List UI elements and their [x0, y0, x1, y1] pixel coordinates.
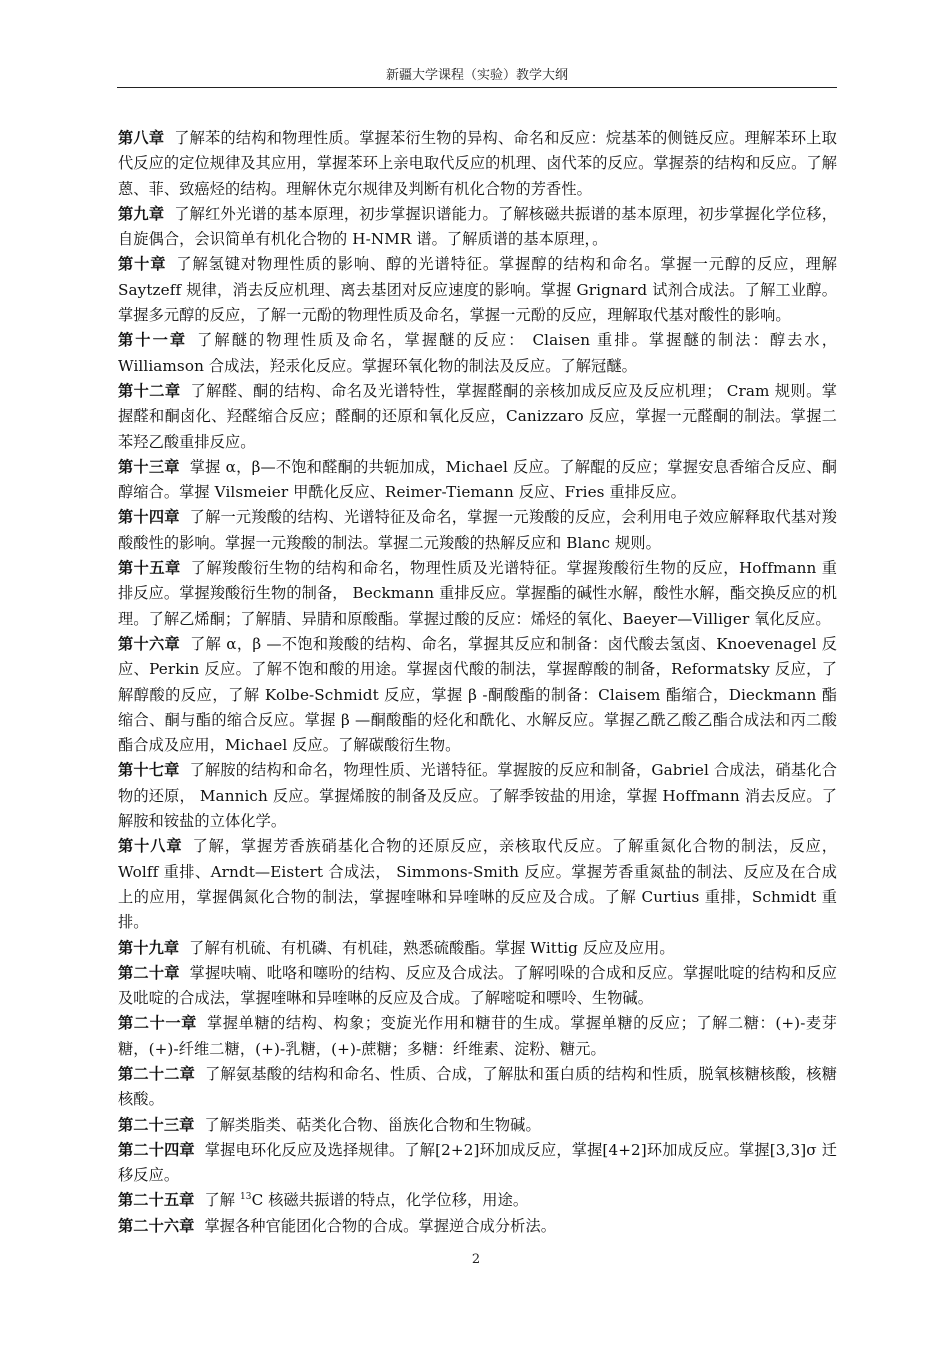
chapter-26-paragraph	[118, 1214, 837, 1239]
chapter-heading: 第二十二章	[118, 1064, 196, 1083]
chapter-text: 了解一元羧酸的结构、光谱特征及命名，掌握一元羧酸的反应，会利用电子效应解释取代基对羧酸酸性的影响。掌握一元羧酸的制法。掌握二元羧酸的热解反应和 Blanc 规则。	[118, 508, 837, 552]
chapter-22-paragraph	[118, 1062, 837, 1113]
chapter-text: 了解红外光谱的基本原理，初步掌握识谱能力。了解核磁共振谱的基本原理，初步掌握化学位移，自旋偶合，会识简单有机化合物的 H-NMR 谱。了解质谱的基本原理，。	[118, 204, 837, 249]
chapter-heading: 第十二章	[118, 381, 181, 400]
chapter-text: 掌握呋喃、吡咯和噻吩的结构、反应及合成法。了解吲哚的合成和反应。掌握吡啶的结构和反应及吡啶的合成法，掌握喹啉和异喹啉的反应及合成。了解嘧啶和嘌呤、生物碱。	[118, 963, 837, 1008]
chapter-10-paragraph	[118, 252, 837, 328]
chapter-text: 了解苯的结构和物理性质。掌握苯衍生物的异构、命名和反应：烷基苯的侧链反应。理解苯环上取代反应的定位规律及其应用，掌握苯环上亲电取代反应的机理、卤代苯的反应。掌握萘的结构和反应。了解蒽、菲、致癌烃的结构。理解休克尔规律及判断有机化合物的芳香性。	[118, 129, 837, 198]
chapter-heading: 第八章	[118, 129, 165, 147]
chapter-text: 掌握 α，β—不饱和醛酮的共轭加成，Michael 反应。了解醌的反应；掌握安息香缩合反应、酮醇缩合。掌握 Vilsmeier 甲酰化反应、Reimer-Tiemann 反应、Fries 重排反应。	[118, 457, 837, 502]
chapter-text: 了解醛、酮的结构、命名及光谱特性，掌握醛酮的亲核加成反应及反应机理； Cram 规则。掌握醛和酮卤化、羟醛缩合反应；醛酮的还原和氧化反应，Canizzaro 反应，掌握一元醛酮的制法。掌握二苯羟乙酸重排反应。	[118, 381, 837, 451]
header-rule	[117, 87, 837, 88]
chapter-text: 掌握单糖的结构、构象；变旋光作用和糖苷的生成。掌握单糖的反应；了解二糖：(+)-麦芽糖，(+)-纤维二糖，(+)-乳糖，(+)-蔗糖；多糖：纤维素、淀粉、糖元。	[118, 1014, 837, 1058]
chapter-17-paragraph	[118, 758, 837, 834]
chapter-heading: 第二十一章	[118, 1014, 197, 1033]
chapter-21-paragraph	[118, 1011, 837, 1062]
chapter-heading: 第二十章	[118, 963, 180, 982]
chapter-text: 了解醚的物理性质及命名，掌握醚的反应： Claisen 重排。掌握醚的制法：醇去水，Williamson 合成法，羟汞化反应。掌握环氧化物的制法及反应。了解冠醚。	[118, 331, 837, 375]
chapter-heading: 第十章	[118, 255, 167, 274]
chapter-heading: 第二十五章	[118, 1191, 195, 1210]
chapter-16-paragraph	[118, 632, 837, 758]
chapter-11-paragraph	[118, 328, 837, 379]
chapter-25-paragraph	[118, 1188, 837, 1213]
chapter-12-paragraph	[118, 379, 837, 455]
syllabus-body	[118, 126, 837, 1239]
chapter-heading: 第十五章	[118, 559, 181, 578]
chapter-20-paragraph	[118, 961, 837, 1012]
chapter-text-pre: 了解	[204, 1191, 240, 1210]
chapter-15-paragraph	[118, 556, 837, 632]
chapter-text: 了解胺的结构和命名，物理性质、光谱特征。掌握胺的反应和制备，Gabriel 合成法，硝基化合物的还原， Mannich 反应。掌握烯胺的制备及反应。了解季铵盐的用途，掌握 Hoffmann 消去反应。了解胺和铵盐的立体化学。	[118, 761, 837, 831]
isotope-superscript: 13	[239, 1192, 252, 1203]
chapter-text: 掌握电环化反应及选择规律。了解[2+2]环加成反应，掌握[4+2]环加成反应。掌握[3,3]σ 迁移反应。	[118, 1140, 837, 1185]
chapter-text: 了解氢键对物理性质的影响、醇的光谱特征。掌握醇的结构和命名。掌握一元醇的反应，理解 Saytzeff 规律，消去反应机理、离去基团对反应速度的影响。掌握 Grignard 试剂合成法。了解工业醇。掌握多元醇的反应，了解一元酚的物理性质及命名，掌握一元酚的反应，理解取代基对酸性的影响。	[118, 255, 837, 325]
chapter-heading: 第十八章	[118, 837, 183, 856]
chapter-23-paragraph	[118, 1113, 837, 1138]
chapter-heading: 第十三章	[118, 457, 180, 476]
chapter-heading: 第二十六章	[118, 1216, 195, 1235]
chapter-heading: 第九章	[118, 204, 165, 223]
chapter-24-paragraph	[118, 1138, 837, 1189]
chapter-14-paragraph	[118, 505, 837, 556]
chapter-text: 了解类脂类、萜类化合物、甾族化合物和生物碱。	[204, 1115, 541, 1134]
page-number: 2	[471, 1252, 481, 1267]
chapter-heading: 第十一章	[118, 331, 188, 350]
chapter-13-paragraph	[118, 455, 837, 506]
chapter-text: 了解羧酸衍生物的结构和命名，物理性质及光谱特征。掌握羧酸衍生物的反应，Hoffmann 重排反应。掌握羧酸衍生物的制备， Beckmann 重排反应。掌握酯的碱性水解，酸性水解，酯交换反应的机理。了解乙烯酮；了解腈、异腈和原酸酯。掌握过酸的反应：烯烃的氧化、Baeyer—Villiger 氧化反应。	[118, 559, 837, 628]
chapter-heading: 第十四章	[118, 508, 180, 527]
chapter-heading: 第十七章	[118, 761, 180, 780]
chapter-heading: 第十九章	[118, 938, 180, 957]
chapter-text: C 核磁共振谱的特点，化学位移，用途。	[251, 1191, 529, 1210]
chapter-text: 掌握各种官能团化合物的合成。掌握逆合成分析法。	[204, 1216, 557, 1235]
chapter-18-paragraph	[118, 834, 837, 935]
page-header-title: 新疆大学课程（实验）教学大纲	[385, 68, 568, 83]
chapter-19-paragraph	[118, 936, 837, 961]
chapter-heading: 第十六章	[118, 634, 181, 653]
chapter-heading: 第二十三章	[118, 1115, 195, 1134]
chapter-text: 了解 α，β —不饱和羧酸的结构、命名，掌握其反应和制备：卤代酸去氢卤、Knoevenagel 反应、Perkin 反应。了解不饱和酸的用途。掌握卤代酸的制法，掌握醇酸的制备，Reformatsky 反应，了解醇酸的反应，了解 Kolbe-Schmidt 反应，掌握 β -酮酸酯的制备：Claisem 酯缩合，Dieckmann 酯缩合、酮与酯的缩合反应。掌握 β —酮酸酯的烃化和酰化、水解反应。掌握乙酰乙酸乙酯合成法和丙二酸酯合成及应用，Michael 反应。了解碳酸衍生物。	[118, 634, 837, 755]
chapter-8-paragraph	[118, 126, 837, 202]
chapter-text: 了解氨基酸的结构和命名、性质、合成，了解肽和蛋白质的结构和性质，脱氧核糖核酸，核糖核酸。	[118, 1064, 837, 1109]
chapter-text: 了解有机硫、有机磷、有机硅，熟悉硫酸酯。掌握 Wittig 反应及应用。	[189, 938, 675, 957]
chapter-heading: 第二十四章	[118, 1140, 195, 1159]
chapter-text: 了解，掌握芳香族硝基化合物的还原反应，亲核取代反应。了解重氮化合物的制法，反应，Wolff 重排、Arndt—Eistert 合成法， Simmons-Smith 反应。掌握芳香重氮盐的制法、反应及在合成上的应用，掌握偶氮化合物的制法，掌握喹啉和异喹啉的反应及合成。了解 Curtius 重排，Schmidt 重排。	[118, 837, 837, 932]
chapter-9-paragraph	[118, 202, 837, 253]
